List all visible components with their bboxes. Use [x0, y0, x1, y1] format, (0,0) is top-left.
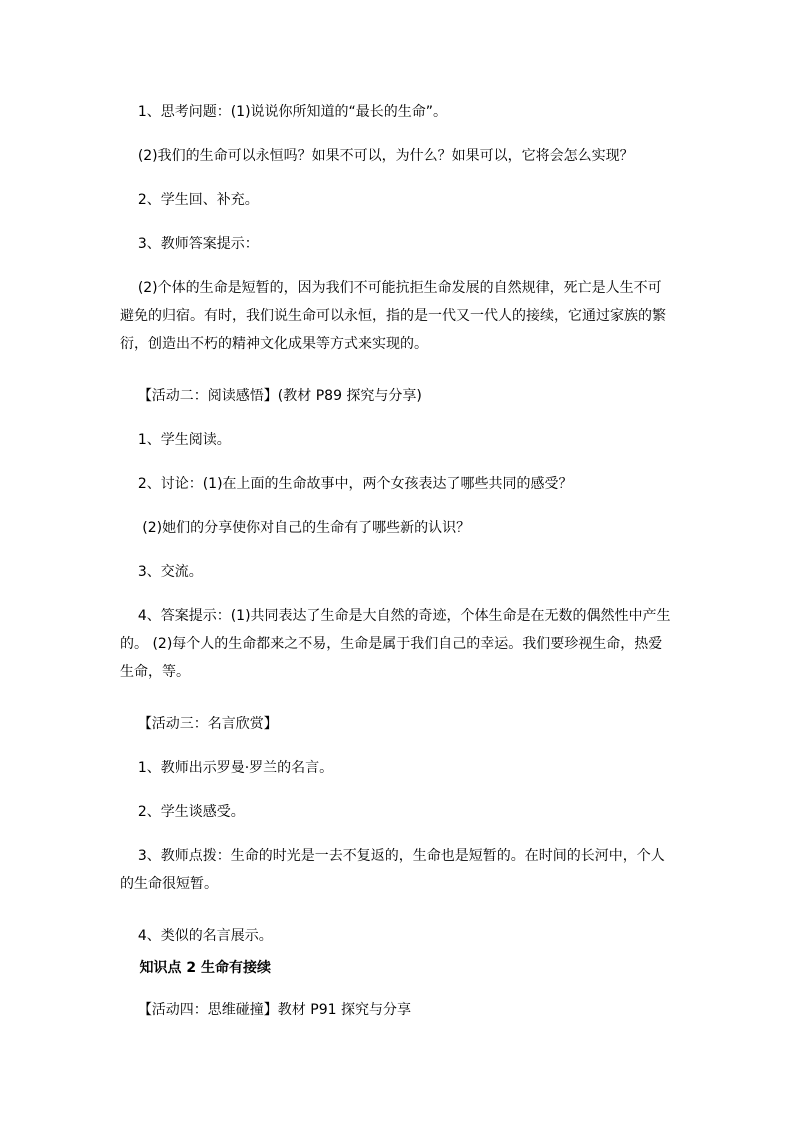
activity-4-heading: 【活动四：思维碰撞】教材 P91 探究与分享	[120, 1002, 411, 1018]
activity-3-step-2: 2、学生谈感受。	[120, 804, 245, 820]
activity-2-step-3: 3、交流。	[120, 564, 203, 580]
activity-2-step-4: 4、答案提示：(1)共同表达了生命是大自然的奇迹，个体生命是在无数的偶然性中产生的。 (2)每个人的生命都来之不易，生命是属于我们自己的幸运。我们要珍视生命，热爱生命，等。	[120, 608, 671, 680]
activity-2-step-2b: (2)她们的分享使你对自己的生命有了哪些新的认识？	[120, 520, 471, 536]
question-1: 1、思考问题：(1)说说你所知道的“最长的生命”。	[120, 104, 448, 120]
knowledge-point-heading: 知识点 2 生命有接续	[120, 960, 271, 976]
hint-paragraph: (2)个体的生命是短暂的，因为我们不可能抗拒生命发展的自然规律，死亡是人生不可避免的归宿。有时，我们说生命可以永恒，指的是一代又一代人的接续，它通过家族的繁衍，创造出不朽的精神文化成果等方式来实现的。	[120, 280, 666, 352]
activity-3-heading: 【活动三：名言欣赏】	[120, 716, 278, 732]
step-teacher-hint: 3、教师答案提示：	[120, 236, 259, 252]
activity-3-step-1: 1、教师出示罗曼·罗兰的名言。	[120, 760, 334, 776]
activity-2-heading: 【活动二：阅读感悟】(教材 P89 探究与分享)	[120, 388, 422, 404]
activity-2-step-2: 2、讨论：(1)在上面的生命故事中，两个女孩表达了哪些共同的感受？	[120, 476, 573, 492]
activity-3-step-4: 4、类似的名言展示。	[120, 928, 273, 944]
activity-3-step-3: 3、教师点拨：生命的时光是一去不复返的，生命也是短暂的。在时间的长河中，个人的生命很短暂。	[120, 848, 665, 892]
activity-2-step-1: 1、学生阅读。	[120, 432, 231, 448]
question-2: (2)我们的生命可以永恒吗？如果不可以，为什么？如果可以，它将会怎么实现？	[120, 148, 634, 164]
step-student-answer: 2、学生回、补充。	[120, 192, 259, 208]
